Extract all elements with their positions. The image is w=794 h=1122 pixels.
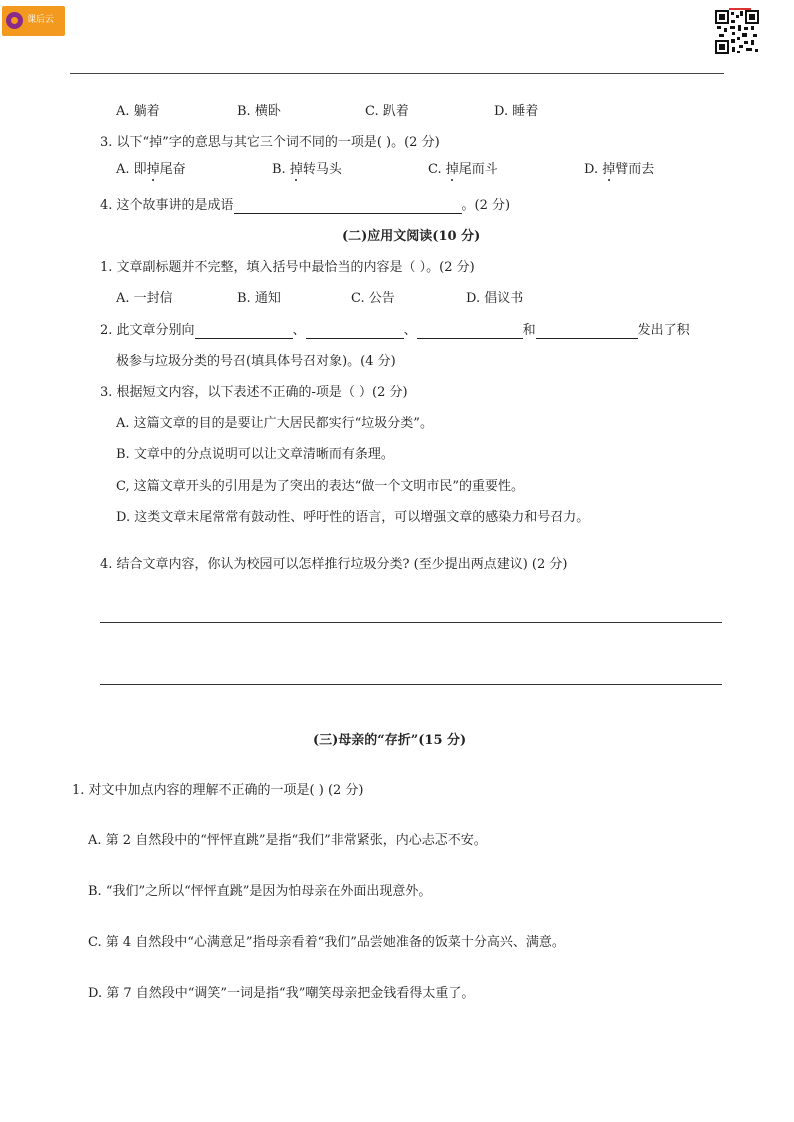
s3-question-1: 1. 对文中加点内容的理解不正确的一项是( ) (2 分) <box>72 783 364 798</box>
q3-option-d: D. 掉臂而去 <box>584 162 655 177</box>
section-3-title: (三)母亲的“存折”(15 分) <box>313 733 467 748</box>
target-blank-3[interactable] <box>417 324 523 339</box>
s3-q1-option-b: B. “我们”之所以“怦怦直跳”是因为怕母亲在外面出现意外。 <box>88 884 432 899</box>
s2-q3-option-c: C, 这篇文章开头的引用是为了突出的表达“做一个文明市民”的重要性。 <box>116 479 525 494</box>
q3-option-b: B. 掉转马头 <box>272 162 342 177</box>
qr-code-icon <box>715 8 759 54</box>
option-d: D. 睡着 <box>494 104 539 119</box>
target-blank-2[interactable] <box>306 324 404 339</box>
s2-q1-option-d: D. 倡议书 <box>466 291 524 306</box>
q3-option-a: A. 即掉尾奋 <box>116 162 186 177</box>
option-c: C. 趴着 <box>365 104 409 119</box>
s2-q3-option-a: A. 这篇文章的目的是要让广大居民都实行“垃圾分类”。 <box>116 416 433 431</box>
s2-q3-option-b: B. 文章中的分点说明可以让文章清晰而有条理。 <box>116 447 394 462</box>
option-b: B. 横卧 <box>237 104 281 119</box>
q3-option-c: C. 掉尾而斗 <box>428 162 498 177</box>
s2-q1-option-c: C. 公告 <box>351 291 395 306</box>
answer-line-1[interactable] <box>100 622 722 623</box>
s2-q1-option-b: B. 通知 <box>237 291 281 306</box>
s2-question-2-line-2: 极参与垃圾分类的号召(填具体号召对象)。(4 分) <box>116 354 396 369</box>
target-blank-1[interactable] <box>195 324 293 339</box>
target-blank-4[interactable] <box>536 324 638 339</box>
s3-q1-option-d: D. 第 7 自然段中“调笑”一词是指“我”嘲笑母亲把金钱看得太重了。 <box>88 986 475 1001</box>
logo-text: 课后云 <box>27 15 55 25</box>
s2-question-3: 3. 根据短文内容，以下表述不正确的-项是（ ）(2 分) <box>100 385 408 400</box>
option-a: A. 躺着 <box>116 104 160 119</box>
idiom-answer-blank[interactable] <box>234 199 462 214</box>
question-3: 3. 以下“掉”字的意思与其它三个词不同的一项是( )。(2 分) <box>100 135 440 150</box>
question-4: 4. 这个故事讲的是成语 。(2 分) <box>100 198 511 213</box>
s2-question-1: 1. 文章副标题并不完整，填入括号中最恰当的内容是（ ）。(2 分) <box>100 260 475 275</box>
brand-logo <box>2 6 65 36</box>
s3-q1-option-a: A. 第 2 自然段中的“怦怦直跳”是指“我们”非常紧张，内心忐忑不安。 <box>88 833 487 848</box>
s3-q1-option-c: C. 第 4 自然段中“心满意足”指母亲看着“我们”品尝她准备的饭菜十分高兴、满意。 <box>88 935 565 950</box>
s2-question-2: 2. 此文章分别向 、 、 和 发出了积 <box>100 323 690 338</box>
answer-line-2[interactable] <box>100 684 722 685</box>
header-divider <box>70 73 724 74</box>
s2-q1-option-a: A. 一封信 <box>116 291 173 306</box>
logo-flower-icon <box>6 12 23 29</box>
s2-q3-option-d: D. 这类文章末尾常常有鼓动性、呼吁性的语言，可以增强文章的感染力和号召力。 <box>116 510 590 525</box>
section-2-title: (二)应用文阅读(10 分) <box>342 229 481 244</box>
s2-question-4: 4. 结合文章内容，你认为校园可以怎样推行垃圾分类? (至少提出两点建议) (2 分) <box>100 557 568 572</box>
